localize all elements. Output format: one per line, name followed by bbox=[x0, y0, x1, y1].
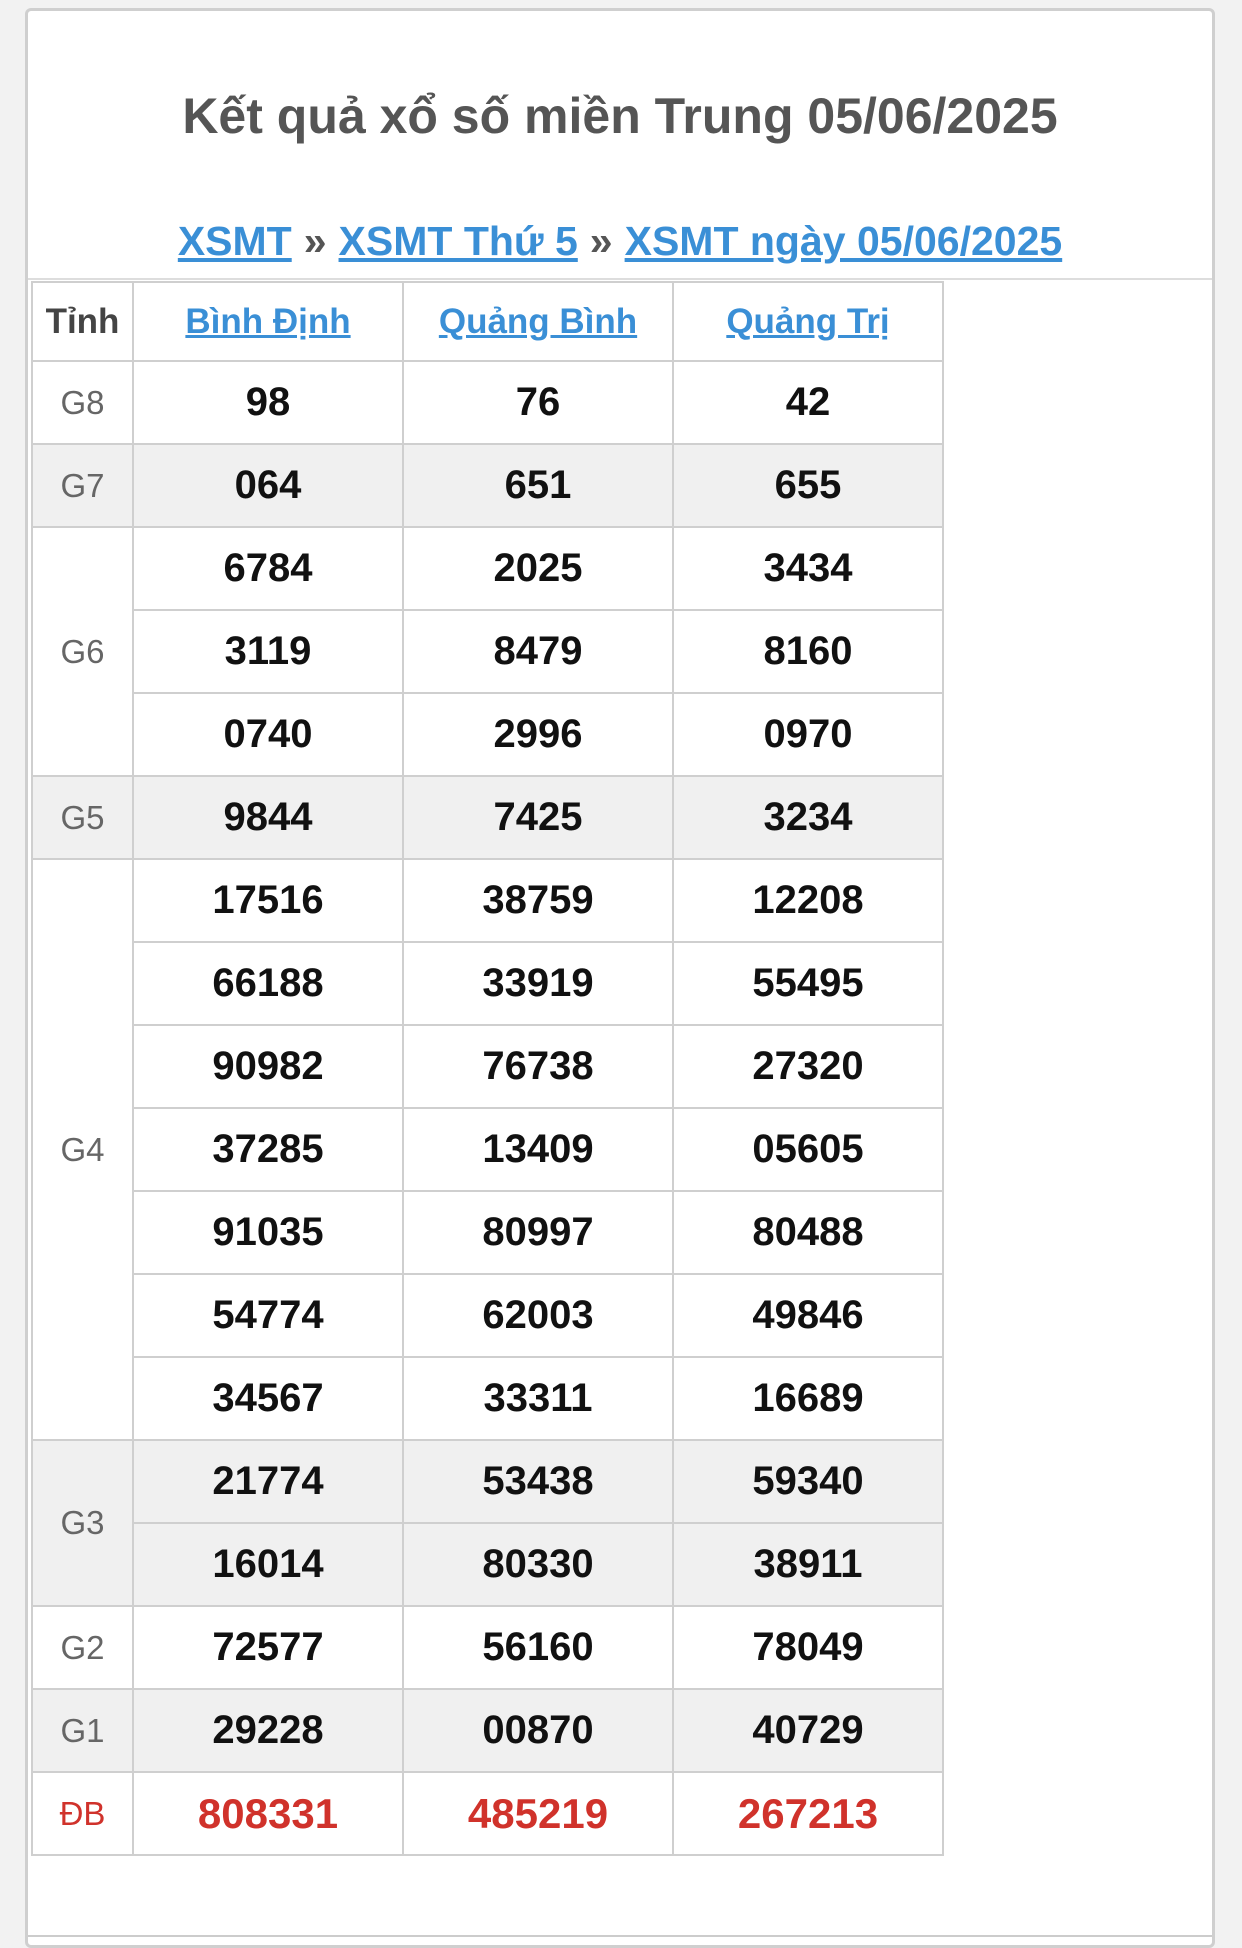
result-number: 6784 bbox=[133, 527, 403, 610]
breadcrumb bbox=[28, 218, 1212, 265]
prize-row-g2 bbox=[32, 1606, 943, 1689]
result-number: 40729 bbox=[673, 1689, 943, 1772]
prize-label: G5 bbox=[32, 776, 133, 859]
result-number: 12208 bbox=[673, 859, 943, 942]
footer-divider bbox=[28, 1935, 1212, 1937]
result-number: 55495 bbox=[673, 942, 943, 1025]
prize-row-g4 bbox=[32, 1191, 943, 1274]
breadcrumb-separator: » bbox=[589, 218, 613, 264]
prize-row-g4 bbox=[32, 1274, 943, 1357]
result-number: 62003 bbox=[403, 1274, 673, 1357]
result-number: 42 bbox=[673, 361, 943, 444]
prize-row-g4 bbox=[32, 1108, 943, 1191]
province-header bbox=[673, 282, 943, 361]
breadcrumb-link-xsmt[interactable]: XSMT bbox=[177, 218, 292, 264]
lottery-results-table bbox=[31, 281, 944, 1856]
header-divider bbox=[28, 278, 1212, 280]
result-number: 9844 bbox=[133, 776, 403, 859]
result-number: 3434 bbox=[673, 527, 943, 610]
result-number: 8479 bbox=[403, 610, 673, 693]
prize-label: G6 bbox=[32, 527, 133, 776]
prize-label: G8 bbox=[32, 361, 133, 444]
prize-row-g5 bbox=[32, 776, 943, 859]
prize-row-g8 bbox=[32, 361, 943, 444]
prize-row-g1 bbox=[32, 1689, 943, 1772]
prize-row-g3 bbox=[32, 1523, 943, 1606]
prize-label: G7 bbox=[32, 444, 133, 527]
breadcrumb-link-xsmt-date[interactable]: XSMT ngày 05/06/2025 bbox=[624, 218, 1063, 264]
prize-row-g6 bbox=[32, 693, 943, 776]
result-number: 29228 bbox=[133, 1689, 403, 1772]
prize-row-g3 bbox=[32, 1440, 943, 1523]
result-number: 80997 bbox=[403, 1191, 673, 1274]
province-header bbox=[403, 282, 673, 361]
result-number: 3234 bbox=[673, 776, 943, 859]
breadcrumb-separator: » bbox=[303, 218, 327, 264]
prize-row-g7 bbox=[32, 444, 943, 527]
result-number: 72577 bbox=[133, 1606, 403, 1689]
result-number: 76738 bbox=[403, 1025, 673, 1108]
special-prize-label: ĐB bbox=[32, 1772, 133, 1855]
result-number: 33311 bbox=[403, 1357, 673, 1440]
result-number: 76 bbox=[403, 361, 673, 444]
prize-row-g4 bbox=[32, 1025, 943, 1108]
result-number: 66188 bbox=[133, 942, 403, 1025]
prize-label: G3 bbox=[32, 1440, 133, 1606]
prize-label: G4 bbox=[32, 859, 133, 1440]
table-header-row bbox=[32, 282, 943, 361]
prize-row-g4 bbox=[32, 1357, 943, 1440]
result-number: 2025 bbox=[403, 527, 673, 610]
result-number: 38759 bbox=[403, 859, 673, 942]
breadcrumb-link-xsmt-thu-5[interactable]: XSMT Thứ 5 bbox=[338, 218, 578, 264]
results-card bbox=[25, 8, 1215, 1948]
result-number: 655 bbox=[673, 444, 943, 527]
special-prize-number: 808331 bbox=[133, 1772, 403, 1855]
result-number: 78049 bbox=[673, 1606, 943, 1689]
result-number: 00870 bbox=[403, 1689, 673, 1772]
result-number: 8160 bbox=[673, 610, 943, 693]
result-number: 37285 bbox=[133, 1108, 403, 1191]
result-number: 21774 bbox=[133, 1440, 403, 1523]
prize-row-g6 bbox=[32, 527, 943, 610]
result-number: 98 bbox=[133, 361, 403, 444]
result-number: 53438 bbox=[403, 1440, 673, 1523]
result-number: 7425 bbox=[403, 776, 673, 859]
special-prize-number: 267213 bbox=[673, 1772, 943, 1855]
result-number: 54774 bbox=[133, 1274, 403, 1357]
prize-row-special bbox=[32, 1772, 943, 1855]
result-number: 91035 bbox=[133, 1191, 403, 1274]
result-number: 0970 bbox=[673, 693, 943, 776]
result-number: 56160 bbox=[403, 1606, 673, 1689]
result-number: 17516 bbox=[133, 859, 403, 942]
result-number: 59340 bbox=[673, 1440, 943, 1523]
result-number: 49846 bbox=[673, 1274, 943, 1357]
result-number: 3119 bbox=[133, 610, 403, 693]
result-number: 27320 bbox=[673, 1025, 943, 1108]
page-title: Kết quả xổ số miền Trung 05/06/2025 bbox=[182, 88, 1058, 144]
province-link-binh-dinh[interactable]: Bình Định bbox=[185, 301, 351, 341]
result-number: 16689 bbox=[673, 1357, 943, 1440]
special-prize-number: 485219 bbox=[403, 1772, 673, 1855]
prize-row-g4 bbox=[32, 942, 943, 1025]
prize-label: G2 bbox=[32, 1606, 133, 1689]
result-number: 2996 bbox=[403, 693, 673, 776]
result-number: 0740 bbox=[133, 693, 403, 776]
result-number: 38911 bbox=[673, 1523, 943, 1606]
result-number: 13409 bbox=[403, 1108, 673, 1191]
result-number: 05605 bbox=[673, 1108, 943, 1191]
result-number: 80330 bbox=[403, 1523, 673, 1606]
result-number: 16014 bbox=[133, 1523, 403, 1606]
province-column-header: Tỉnh bbox=[32, 282, 133, 361]
province-link-quang-binh[interactable]: Quảng Bình bbox=[438, 301, 638, 341]
result-number: 33919 bbox=[403, 942, 673, 1025]
province-link-quang-tri[interactable]: Quảng Trị bbox=[726, 301, 890, 341]
prize-row-g6 bbox=[32, 610, 943, 693]
prize-label: G1 bbox=[32, 1689, 133, 1772]
result-number: 80488 bbox=[673, 1191, 943, 1274]
prize-row-g4 bbox=[32, 859, 943, 942]
result-number: 651 bbox=[403, 444, 673, 527]
province-header bbox=[133, 282, 403, 361]
result-number: 34567 bbox=[133, 1357, 403, 1440]
result-number: 90982 bbox=[133, 1025, 403, 1108]
result-number: 064 bbox=[133, 444, 403, 527]
